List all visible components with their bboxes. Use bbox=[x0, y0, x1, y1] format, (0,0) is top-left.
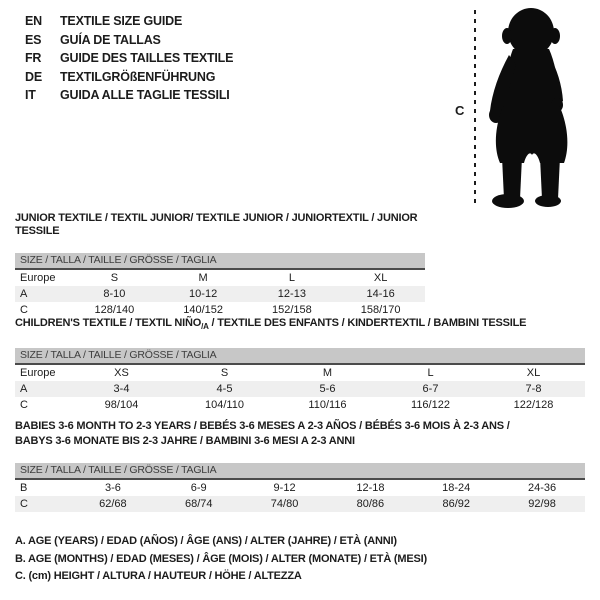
table-cell: 8-10 bbox=[103, 288, 126, 300]
table-row bbox=[15, 302, 425, 318]
table-cell: XS bbox=[114, 367, 129, 380]
table-cell: M bbox=[322, 367, 333, 380]
table-cell: 5-6 bbox=[319, 383, 336, 396]
height-measure-label: C bbox=[455, 103, 465, 118]
table-cell: 98/104 bbox=[104, 399, 139, 412]
table-cell: 92/98 bbox=[528, 498, 556, 510]
row-label: A bbox=[20, 288, 28, 300]
language-code: IT bbox=[25, 88, 36, 102]
table-row bbox=[15, 496, 585, 512]
size-header-bar: SIZE / TALLA / TAILLE / GRÖSSE / TAGLIA bbox=[15, 463, 585, 480]
language-code: FR bbox=[25, 51, 42, 65]
language-item bbox=[25, 86, 233, 105]
table-title: CHILDREN'S TEXTILE / TEXTIL $NIÑO_{/A}$ / TEXTILE DES ENFANTS / KINDERTEXTIL / BAMBINI TESSILE bbox=[15, 317, 527, 332]
table-row bbox=[15, 286, 425, 302]
row-label: C bbox=[20, 399, 28, 412]
table-cell: 68/74 bbox=[184, 498, 213, 510]
row-label: C bbox=[20, 498, 28, 510]
height-measure-dashed-line bbox=[474, 10, 476, 207]
table-cell: XL bbox=[526, 367, 541, 380]
table-row bbox=[15, 397, 585, 413]
table-cell: 7-8 bbox=[525, 383, 542, 396]
language-code: ES bbox=[25, 32, 42, 47]
table-cell: 152/158 bbox=[271, 304, 312, 316]
table-title-line2: BABYS 3-6 MONATE BIS 2-3 JAHRE / BAMBINI 3-6 MESI A 2-3 ANNI bbox=[15, 435, 355, 447]
table-cell: L bbox=[427, 367, 434, 380]
language-label: GUIDE DES TAILLES TEXTILE bbox=[60, 51, 234, 65]
table-cell: 104/110 bbox=[205, 399, 244, 412]
measure-legend bbox=[15, 533, 427, 586]
table-cell: 24-36 bbox=[527, 482, 557, 494]
legend-line-b: B. AGE (MONTHS) / EDAD (MESES) / ÂGE (MOIS) / ALTER (MONATE) / ETÀ (MESI) bbox=[15, 552, 427, 565]
table-cell: 9-12 bbox=[273, 482, 296, 494]
table-cell: 12-13 bbox=[277, 288, 306, 300]
row-label: Europe bbox=[20, 272, 56, 284]
table-cell: 122/128 bbox=[513, 399, 554, 412]
table-rows bbox=[15, 480, 585, 512]
table-cell: S bbox=[220, 367, 229, 380]
table-cell: 4-5 bbox=[216, 383, 233, 396]
size-header-bar: SIZE / TALLA / TAILLE / GRÖSSE / TAGLIA bbox=[15, 348, 585, 365]
legend-line-c: C. (cm) HEIGHT / ALTURA / HAUTEUR / HÖHE / ALTEZZA bbox=[15, 570, 302, 582]
language-item bbox=[25, 31, 233, 50]
table-cell: 6-9 bbox=[190, 482, 207, 494]
language-item bbox=[25, 49, 233, 68]
language-label: GUIDA ALLE TAGLIE TESSILI bbox=[60, 88, 230, 102]
language-label: TEXTILE SIZE GUIDE bbox=[60, 14, 183, 28]
table-rows bbox=[15, 270, 425, 318]
language-list bbox=[25, 12, 233, 105]
table-cell: 62/68 bbox=[99, 498, 127, 510]
table-cell: S bbox=[110, 272, 119, 284]
table-cell: 158/170 bbox=[360, 304, 401, 316]
table-row bbox=[15, 365, 585, 381]
table-cell: 74/80 bbox=[270, 498, 299, 510]
language-item bbox=[25, 68, 233, 87]
language-label: GUÍA DE TALLAS bbox=[60, 32, 161, 47]
row-label: Europe bbox=[20, 367, 56, 380]
junior-size-table bbox=[15, 212, 425, 318]
table-cell: L bbox=[288, 272, 295, 284]
table-title: JUNIOR TEXTILE / TEXTIL JUNIOR/ TEXTILE JUNIOR / JUNIORTEXTIL / JUNIOR TESSILE bbox=[15, 212, 418, 237]
table-cell: 110/116 bbox=[308, 399, 347, 412]
table-cell: 3-6 bbox=[104, 482, 121, 494]
table-rows bbox=[15, 365, 585, 413]
table-cell: 18-24 bbox=[442, 482, 471, 494]
table-title: BABIES 3-6 MONTH TO 2-3 YEARS / BEBÉS 3-6 MESES A 2-3 AÑOS / BÉBÉS 3-6 MOIS À 2-3 ANS / bbox=[15, 420, 510, 432]
table-cell: 80/86 bbox=[356, 498, 385, 510]
table-cell: 10-12 bbox=[189, 288, 218, 300]
language-code: DE bbox=[25, 69, 42, 84]
language-item bbox=[25, 12, 233, 31]
size-header-bar: SIZE / TALLA / TAILLE / GRÖSSE / TAGLIA bbox=[15, 253, 425, 270]
toddler-silhouette-icon bbox=[482, 5, 582, 210]
table-row bbox=[15, 381, 585, 397]
row-label: B bbox=[20, 482, 28, 494]
legend-line-a: A. AGE (YEARS) / EDAD (AÑOS) / ÂGE (ANS) / ALTER (JAHRE) / ETÀ (ANNI) bbox=[15, 535, 397, 547]
table-row bbox=[15, 480, 585, 496]
table-cell: 14-16 bbox=[366, 288, 395, 300]
row-label: A bbox=[20, 383, 28, 396]
table-cell: 3-4 bbox=[113, 383, 130, 396]
row-label: C bbox=[20, 304, 28, 316]
table-cell: 116/122 bbox=[411, 399, 450, 412]
table-cell: XL bbox=[373, 272, 388, 284]
table-cell: 128/140 bbox=[94, 304, 135, 316]
table-cell: M bbox=[198, 272, 208, 284]
table-cell: 140/152 bbox=[183, 304, 223, 316]
language-label: TEXTILGRÖßENFÜHRUNG bbox=[60, 69, 216, 84]
table-row bbox=[15, 270, 425, 286]
babies-size-table bbox=[15, 420, 585, 512]
table-cell: 6-7 bbox=[422, 383, 439, 396]
language-code: EN bbox=[25, 14, 42, 28]
table-cell: 12-18 bbox=[356, 482, 385, 494]
children-size-table bbox=[15, 317, 585, 413]
table-cell: 86/92 bbox=[442, 498, 470, 510]
